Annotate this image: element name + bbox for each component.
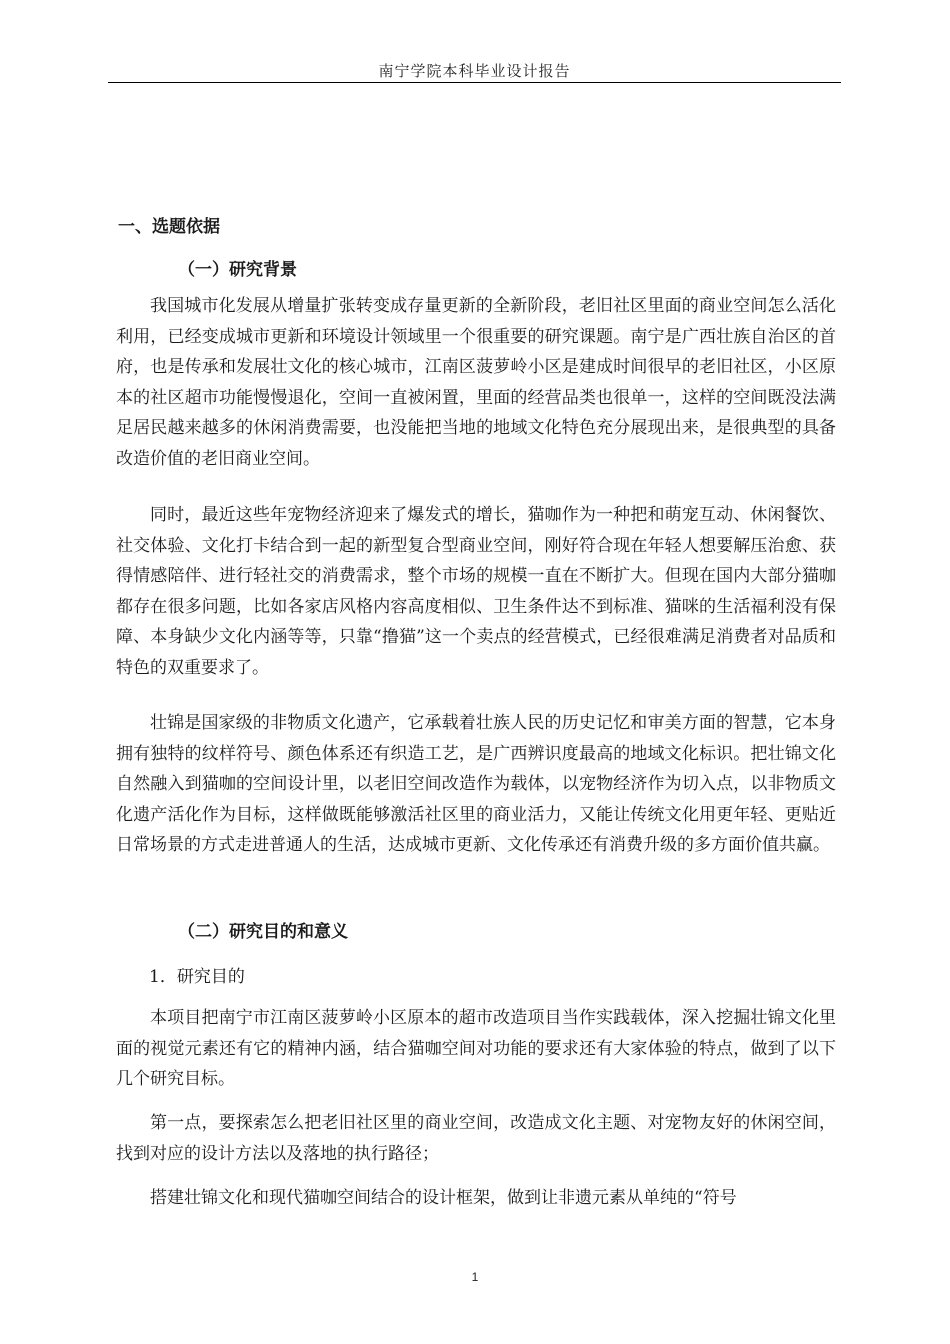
- paragraph-4: 本项目把南宁市江南区菠萝岭小区原本的超市改造项目当作实践载体，深入挖掘壮锦文化里面的视觉元素还有它的精神内涵，结合猫咖空间对功能的要求还有大家体验的特点，做到了以下几个研究目标。: [116, 1008, 836, 1089]
- subsection-heading-purpose: （二）研究目的和意义: [178, 922, 348, 942]
- section-heading: 一、选题依据: [118, 217, 220, 237]
- paragraph-1: 我国城市化发展从增量扩张转变成存量更新的全新阶段，老旧社区里面的商业空间怎么活化利用，已经变成城市更新和环境设计领域里一个很重要的研究课题。南宁是广西壮族自治区的首府，也是传承和发展壮文化的核心城市，江南区菠萝岭小区是建成时间很早的老旧社区，小区原本的社区超市功能慢慢退化，空间一直被闲置，里面的经营品类也很单一，这样的空间既没法满足居民越来越多的休闲消费需要，也没能把当地的地域文化特色充分展现出来，是很典型的具备改造价值的老旧商业空间。: [116, 296, 836, 469]
- page-number: 1: [471, 1270, 479, 1284]
- paragraph-3: 壮锦是国家级的非物质文化遗产，它承载着壮族人民的历史记忆和审美方面的智慧，它本身拥有独特的纹样符号、颜色体系还有织造工艺，是广西辨识度最高的地域文化标识。把壮锦文化自然融入到猫咖的空间设计里，以老旧空间改造作为载体，以宠物经济作为切入点，以非物质文化遗产活化作为目标，这样做既能够激活社区里的商业活力，又能让传统文化用更年轻、更贴近日常场景的方式走进普通人的生活，达成城市更新、文化传承还有消费升级的多方面价值共赢。: [116, 713, 836, 855]
- list-item-heading: 1．研究目的: [149, 967, 245, 987]
- paragraph-2: 同时，最近这些年宠物经济迎来了爆发式的增长，猫咖作为一种把和萌宠互动、休闲餐饮、社交体验、文化打卡结合到一起的新型复合型商业空间，刚好符合现在年轻人想要解压治愈、获得情感陪伴、进行轻社交的消费需求，整个市场的规模一直在不断扩大。但现在国内大部分猫咖都存在很多问题，比如各家店风格内容高度相似、卫生条件达不到标准、猫咪的生活福利没有保障、本身缺少文化内涵等等，只靠“撸猫”这一个卖点的经营模式，已经很难满足消费者对品质和特色的双重要求了。: [116, 505, 836, 678]
- subsection-heading-background: （一）研究背景: [178, 260, 297, 280]
- paragraph-5: 第一点，要探索怎么把老旧社区里的商业空间，改造成文化主题、对宠物友好的休闲空间，找到对应的设计方法以及落地的执行路径；: [116, 1113, 836, 1164]
- page-header: [108, 58, 841, 83]
- header-title: 南宁学院本科毕业设计报告: [378, 62, 571, 80]
- paragraph-6: 搭建壮锦文化和现代猫咖空间结合的设计框架，做到让非遗元素从单纯的“符号: [150, 1188, 737, 1208]
